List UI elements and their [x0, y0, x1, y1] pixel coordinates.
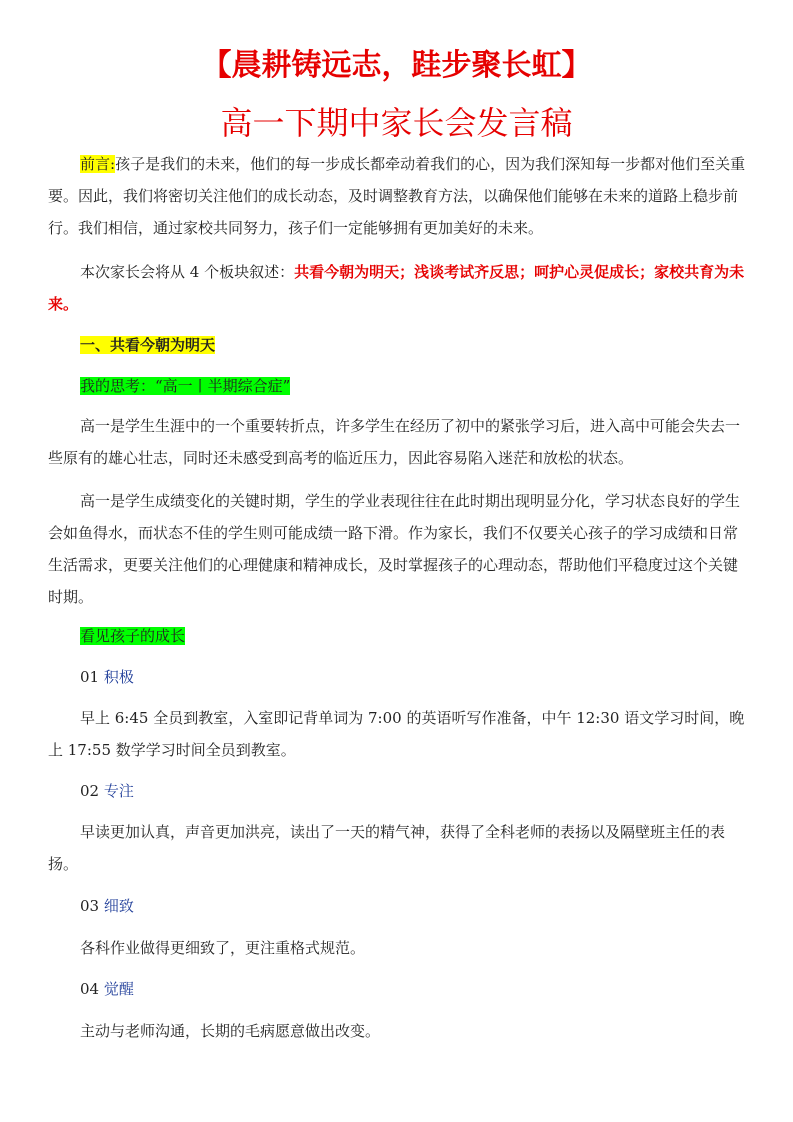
growth-item-title [80, 777, 134, 805]
overview-prefix: 本次家长会将从 4 个板块叙述： [80, 263, 295, 281]
growth-item-label: 积极 [103, 668, 134, 686]
thought-heading-line [80, 372, 290, 400]
document-title: 【晨耕铸远志，跬步聚长虹】 [201, 48, 592, 83]
section1-paragraph-2: 高一是学生成绩变化的关键时期，学生的学业表现往往在此时期出现明显分化，学习状态良好的学生会如鱼得水，而状态不佳的学生则可能成绩一路下滑。作为家长，我们不仅要关心孩子的学习成绩和日常生活需求，更要关注他们的心理健康和精神成长，及时掌握孩子的心理动态，帮助他们平稳度过这个关键时期。 [48, 492, 741, 606]
growth-item-number: 03 [80, 897, 100, 915]
growth-item-text: 早上 6:45 全员到教室，入室即记背单词为 7:00 的英语听写作准备，中午 12:30 语文学习时间，晚上 17:55 数学学习时间全员到教室。 [48, 709, 745, 759]
growth-item-title [80, 663, 134, 691]
overview-sections: 共看今朝为明天；浅谈考试齐反思；呵护心灵促成长；家校共育为未来。 [48, 263, 745, 313]
growth-item-text: 主动与老师沟通，长期的毛病愿意做出改变。 [80, 1022, 381, 1040]
intro-paragraph [48, 148, 746, 244]
growth-item-label: 觉醒 [103, 980, 134, 998]
document-subtitle: 高一下期中家长会发言稿 [220, 104, 573, 142]
intro-label: 前言: [80, 155, 116, 173]
growth-item-label: 专注 [103, 782, 134, 800]
growth-item-text: 各科作业做得更细致了，更注重格式规范。 [80, 939, 366, 957]
section1-heading: 一、共看今朝为明天 [80, 336, 216, 354]
growth-heading-line [80, 622, 185, 650]
growth-item-title [80, 892, 134, 920]
section1-paragraph-1: 高一是学生生涯中的一个重要转折点，许多学生在经历了初中的紧张学习后，进入高中可能会失去一些原有的雄心壮志，同时还未感受到高考的临近压力，因此容易陷入迷茫和放松的状态。 [48, 417, 741, 467]
intro-text: 孩子是我们的未来，他们的每一步成长都牵动着我们的心，因为我们深知每一步都对他们至关重要。因此，我们将密切关注他们的成长动态，及时调整教育方法，以确保他们能够在未来的道路上稳步前行。我们相信，通过家校共同努力，孩子们一定能够拥有更加美好的未来。 [48, 155, 746, 237]
overview-paragraph [48, 256, 746, 320]
growth-item-number: 01 [80, 668, 100, 686]
growth-item-number: 04 [80, 980, 100, 998]
growth-item-text: 早读更加认真，声音更加洪亮，读出了一天的精气神，获得了全科老师的表扬以及隔壁班主任的表扬。 [48, 823, 726, 873]
section1-heading-line [80, 331, 215, 359]
growth-item-label: 细致 [103, 897, 134, 915]
growth-item-title [80, 975, 134, 1003]
growth-item-number: 02 [80, 782, 100, 800]
growth-heading: 看见孩子的成长 [80, 627, 186, 645]
thought-heading: 我的思考：“高一丨半期综合症” [80, 377, 291, 395]
